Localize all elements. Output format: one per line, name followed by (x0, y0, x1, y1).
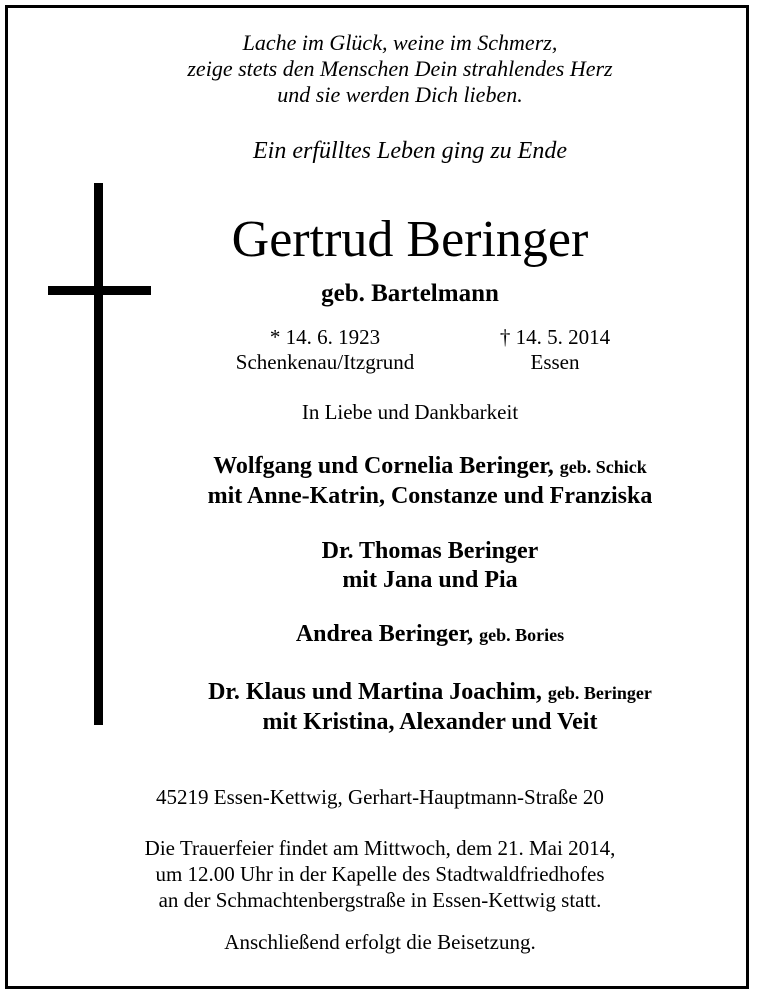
mourner-names: Dr. Thomas Beringer (321, 538, 539, 564)
poem-line: zeige stets den Menschen Dein strahlendes Herz (187, 56, 613, 81)
mourner-children: mit Jana und Pia (342, 567, 518, 593)
mourner-note: geb. Beringer (547, 683, 652, 703)
mourner-family (140, 452, 720, 511)
cross-icon-bar (48, 286, 151, 295)
dedication: In Liebe und Dankbarkeit (301, 400, 519, 424)
mourner-names: Wolfgang und Cornelia Beringer, (213, 453, 554, 479)
motto: Ein erfülltes Leben ging zu Ende (253, 138, 567, 164)
mourner-family (140, 620, 720, 650)
death-place: Essen (530, 350, 580, 374)
mourner-names: Dr. Klaus und Martina Joachim, (208, 679, 542, 705)
maiden-name: geb. Bartelmann (321, 280, 499, 307)
poem (120, 30, 680, 108)
mourner-note: geb. Bories (479, 625, 565, 645)
mourner-family (140, 678, 720, 737)
deceased-name: Gertrud Beringer (231, 211, 589, 268)
mourner-names: Andrea Beringer, (295, 621, 474, 647)
death-date: † 14. 5. 2014 (499, 325, 611, 349)
death-info (445, 325, 665, 375)
mourner-family (140, 537, 720, 595)
mourner-note: geb. Schick (559, 457, 647, 477)
poem-line: und sie werden Dich lieben. (277, 82, 523, 107)
address: 45219 Essen-Kettwig, Gerhart-Hauptmann-Straße 20 (156, 785, 604, 809)
mourner-children: mit Kristina, Alexander und Veit (262, 709, 598, 735)
birth-date: * 14. 6. 1923 (269, 325, 381, 349)
birth-place: Schenkenau/Itzgrund (235, 350, 415, 374)
service-line: um 12.00 Uhr in der Kapelle des Stadtwaldfriedhofes (155, 862, 605, 886)
mourner-children: mit Anne-Katrin, Constanze und Franziska (207, 483, 653, 509)
service-line: an der Schmachtenbergstraße in Essen-Kettwig statt. (158, 888, 602, 912)
service-info (60, 835, 700, 913)
birth-info (205, 325, 445, 375)
service-line: Die Trauerfeier findet am Mittwoch, dem 21. Mai 2014, (144, 836, 616, 860)
cross-icon (94, 183, 103, 725)
poem-line: Lache im Glück, weine im Schmerz, (242, 30, 558, 55)
closing-line: Anschließend erfolgt die Beisetzung. (224, 930, 536, 954)
